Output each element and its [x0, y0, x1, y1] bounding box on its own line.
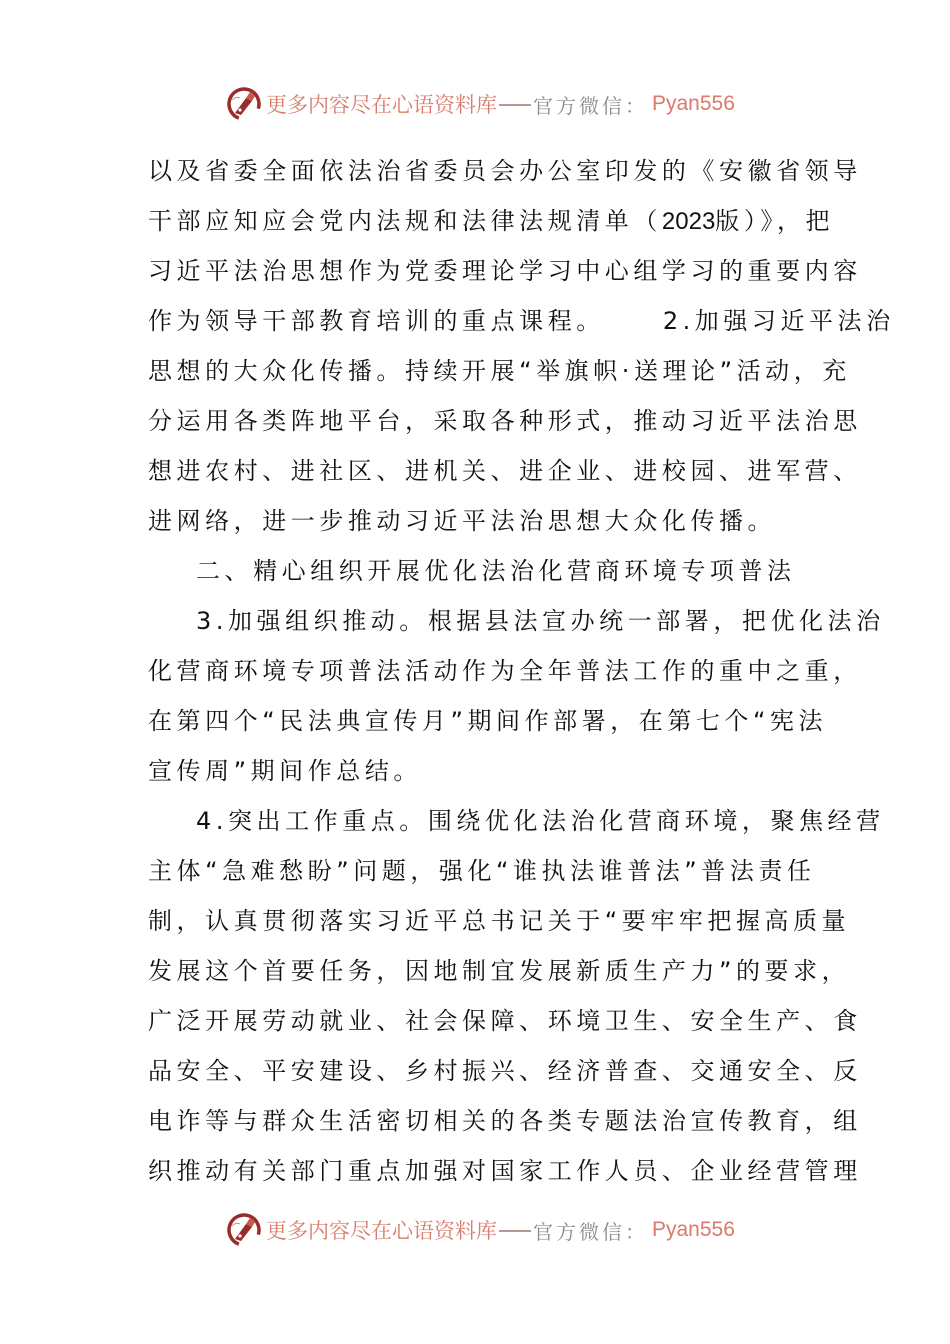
text-line: 宣传周”期间作总结。	[148, 757, 422, 785]
text-line: 4.突出工作重点。围绕优化法治化营商环境，聚焦经营	[196, 807, 885, 835]
watermark-main-text: 更多内容尽在心语资料库	[266, 93, 497, 117]
text-line: 织推动有关部门重点加强对国家工作人员、企业经营管理	[148, 1157, 862, 1185]
text-line: 以及省委全面依法治省委员会办公室印发的《安徽省领导	[148, 157, 862, 185]
text-line: 发展这个首要任务，因地制宜发展新质生产力”的要求，	[148, 957, 851, 985]
document-body	[148, 146, 895, 1196]
watermark-sub-text: 官方微信：	[533, 93, 648, 118]
text-line: 化营商环境专项普法活动作为全年普法工作的重中之重，	[148, 657, 862, 685]
text-line: 主体“急难愁盼”问题，强化“谁执法谁普法”普法责任	[148, 857, 816, 885]
pen-nib-logo-icon	[226, 1212, 262, 1248]
text-line: 想进农村、进社区、进机关、进企业、进校园、进军营、	[148, 457, 862, 485]
text-line: 习近平法治思想作为党委理论学习中心组学习的重要内容	[148, 257, 862, 285]
footer-watermark	[226, 1210, 735, 1250]
text-line: 干部应知应会党内法规和法律法规清单（2023版）》，把	[148, 207, 835, 235]
watermark-sub-text: 官方微信：	[533, 1219, 648, 1244]
text-line	[148, 296, 895, 346]
watermark-wechat-id: Pyan556	[652, 92, 735, 115]
section-heading: 二、精心组织开展优化法治化营商环境专项普法	[196, 557, 796, 585]
text-line: 在第四个“民法典宣传月”期间作部署，在第七个“宪法	[148, 707, 828, 735]
text-line: 制，认真贯彻落实习近平总书记关于“要牢牢把握高质量	[148, 907, 851, 935]
text-segment: 作为领导干部教育培训的重点课程。	[148, 307, 605, 335]
pen-nib-logo-icon	[226, 86, 262, 122]
text-line: 品安全、平安建设、乡村振兴、经济普查、交通安全、反	[148, 1057, 862, 1085]
text-line: 3.加强组织推动。根据县法宣办统一部署，把优化法治	[196, 607, 885, 635]
text-line: 广泛开展劳动就业、社会保障、环境卫生、安全生产、食	[148, 1007, 862, 1035]
text-line: 思想的大众化传播。持续开展“举旗帜·送理论”活动，充	[148, 357, 851, 385]
text-line: 分运用各类阵地平台，采取各种形式，推动习近平法治思	[148, 407, 862, 435]
year-number: 2023	[661, 208, 716, 235]
watermark-separator	[499, 1230, 531, 1232]
header-watermark	[226, 84, 735, 124]
text-line: 电诈等与群众生活密切相关的各类专题法治宣传教育，组	[148, 1107, 862, 1135]
watermark-wechat-id: Pyan556	[652, 1218, 735, 1241]
text-line: 进网络，进一步推动习近平法治思想大众化传播。	[148, 507, 777, 535]
watermark-main-text: 更多内容尽在心语资料库	[266, 1219, 497, 1243]
item-heading-2: 2.加强习近平法治	[662, 307, 895, 335]
watermark-separator	[499, 104, 531, 106]
